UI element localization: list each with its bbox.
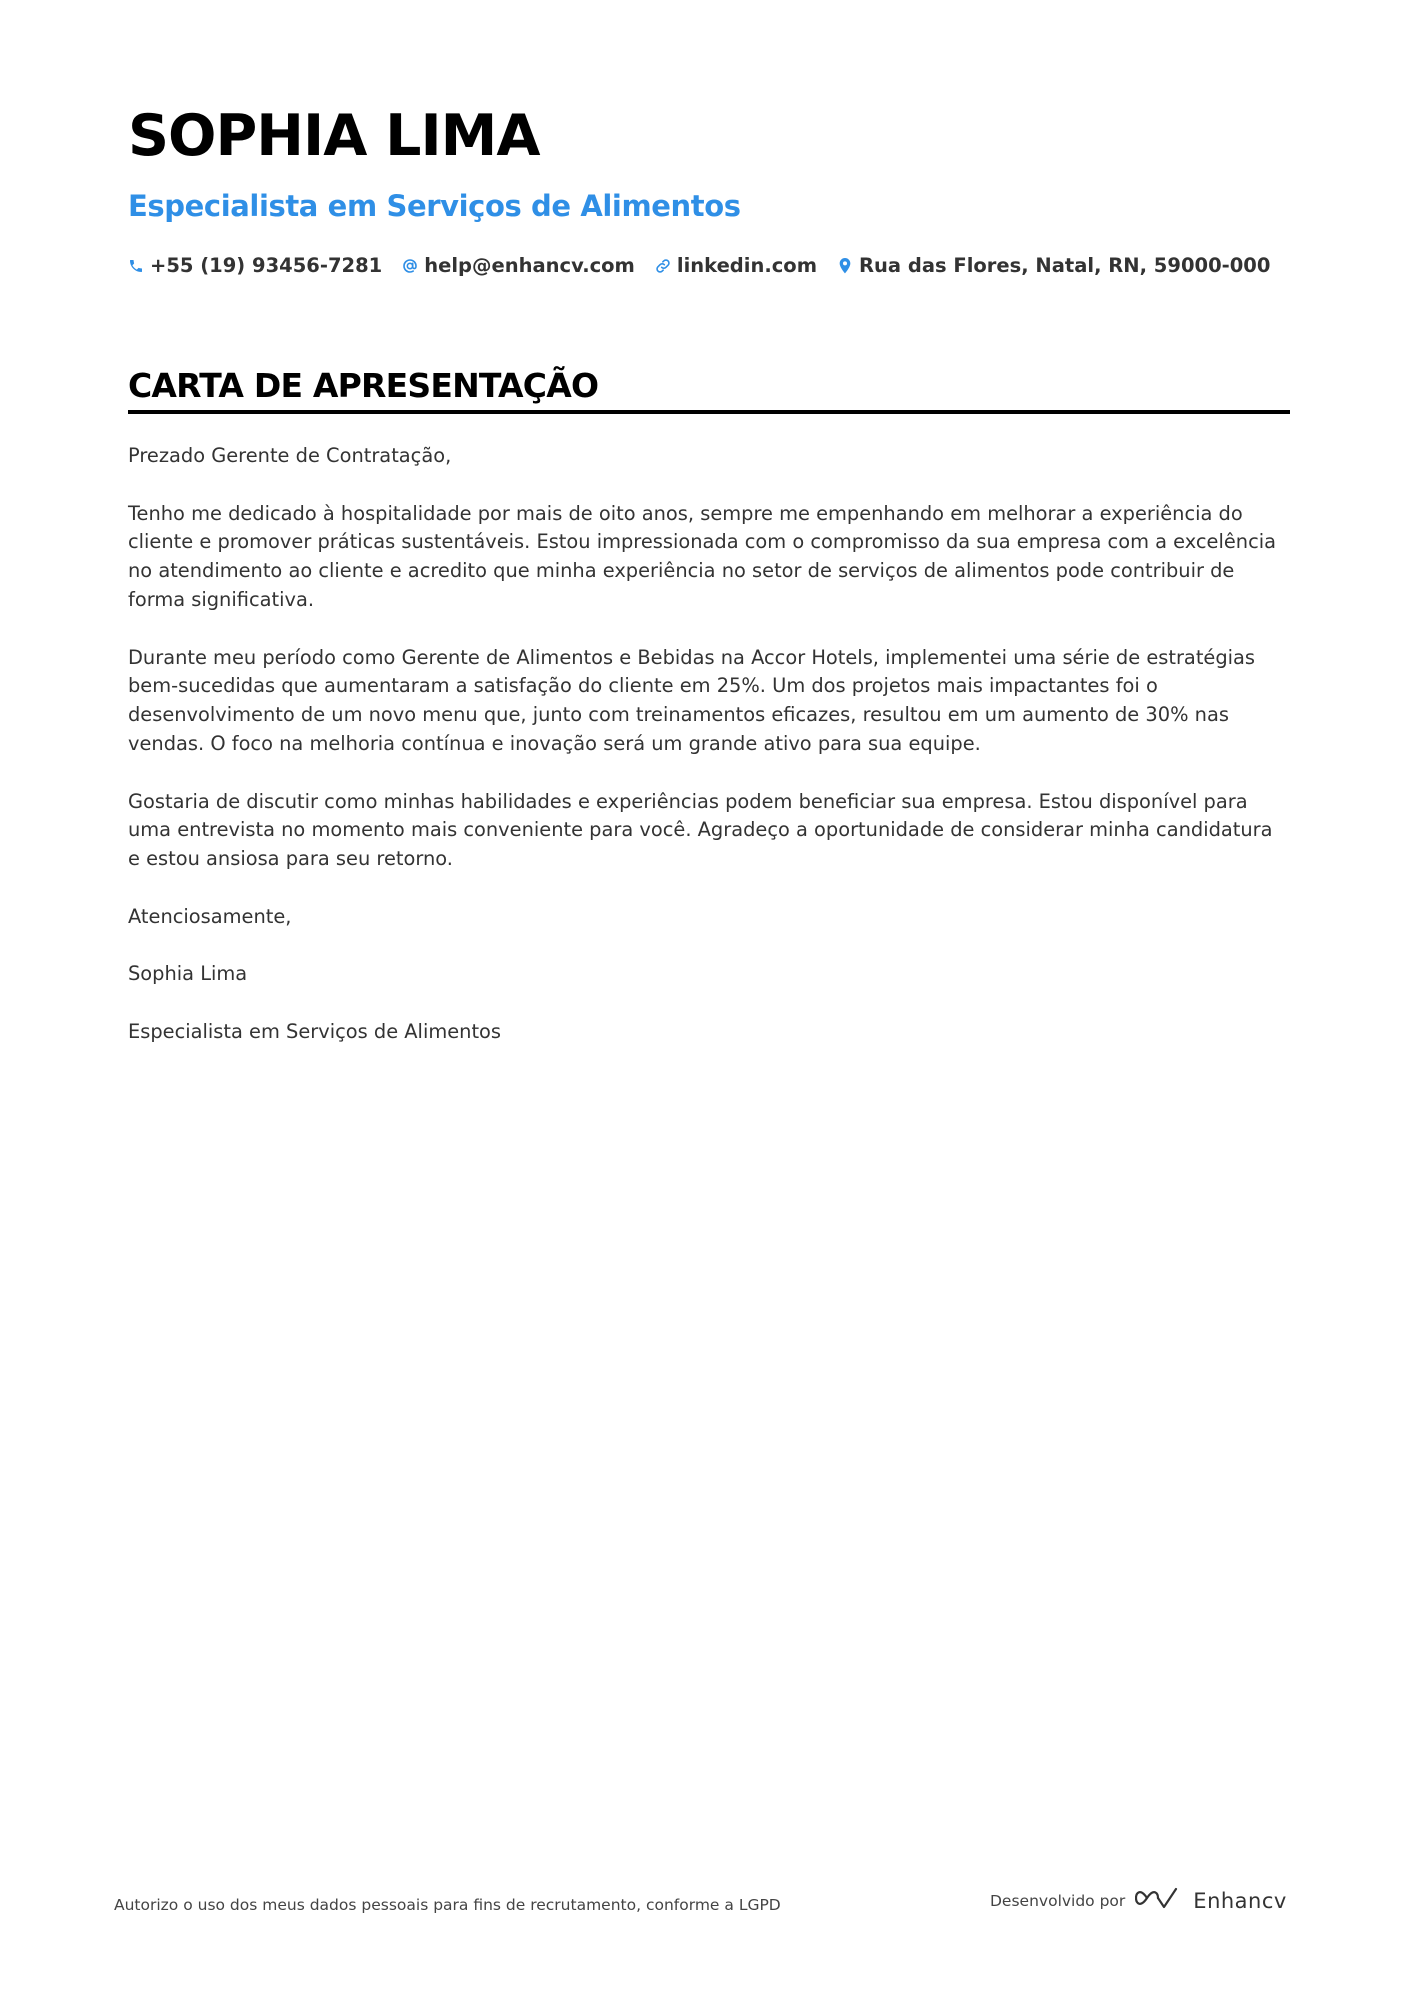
consent-note: Autorizo o uso dos meus dados pessoais para fins de recrutamento, conforme a LGPD (114, 1896, 781, 1914)
contact-bar (128, 254, 1270, 277)
letter-paragraph: Durante meu período como Gerente de Alimentos e Bebidas na Accor Hotels, implementei uma série de estratégias bem-sucedidas que aumentaram a satisfação do cliente em 25%. Um dos projetos mais impactantes foi o desenvolvimento de um novo menu que, junto com treinamentos eficazes, resultou em um aumento de 30% nas vendas. O foco na melhoria contínua e inovação será um grande ativo para sua equipe. (128, 645, 1256, 755)
contact-linkedin[interactable] (655, 254, 817, 277)
enhancv-logo-icon (1135, 1885, 1183, 1916)
section-title: CARTA DE APRESENTAÇÃO (128, 366, 599, 405)
contact-email-text: help@enhancv.com (424, 254, 635, 277)
at-icon (402, 258, 418, 274)
powered-by[interactable] (990, 1885, 1287, 1916)
contact-linkedin-text: linkedin.com (676, 254, 818, 277)
candidate-name: SOPHIA LIMA (128, 103, 540, 169)
contact-email[interactable] (402, 254, 635, 277)
contact-address-text: Rua das Flores, Natal, RN, 59000-000 (859, 254, 1271, 277)
signature-name: Sophia Lima (128, 962, 248, 986)
phone-icon (128, 258, 144, 274)
section-divider (128, 410, 1290, 414)
contact-phone[interactable] (128, 254, 382, 277)
letter-paragraph: Gostaria de discutir como minhas habilidades e experiências podem beneficiar sua empresa. Estou disponível para uma entrevista no momento mais conveniente para você. Agradeço a oportunidade de considerar minha candidatura e estou ansiosa para seu retorno. (128, 789, 1273, 871)
letter-paragraph: Tenho me dedicado à hospitalidade por mais de oito anos, sempre me empenhando em melhorar a experiência do cliente e promover práticas sustentáveis. Estou impressionada com o compromisso da sua empresa com a excelência no atendimento ao cliente e acredito que minha experiência no setor de serviços de alimentos pode contribuir de forma significativa. (128, 501, 1277, 611)
powered-by-label: Desenvolvido por (990, 1891, 1126, 1910)
candidate-title: Especialista em Serviços de Alimentos (128, 189, 741, 223)
link-icon (655, 258, 671, 274)
cover-letter-page (128, 0, 1290, 1995)
brand-name: Enhancv (1193, 1888, 1287, 1913)
letter-body (128, 442, 1290, 1076)
letter-closing: Atenciosamente, (128, 904, 292, 928)
letter-greeting: Prezado Gerente de Contratação, (128, 444, 452, 467)
signature-title: Especialista em Serviços de Alimentos (128, 1019, 502, 1043)
contact-phone-text: +55 (19) 93456-7281 (150, 254, 383, 277)
contact-address (837, 254, 1270, 277)
location-pin-icon (837, 257, 853, 275)
